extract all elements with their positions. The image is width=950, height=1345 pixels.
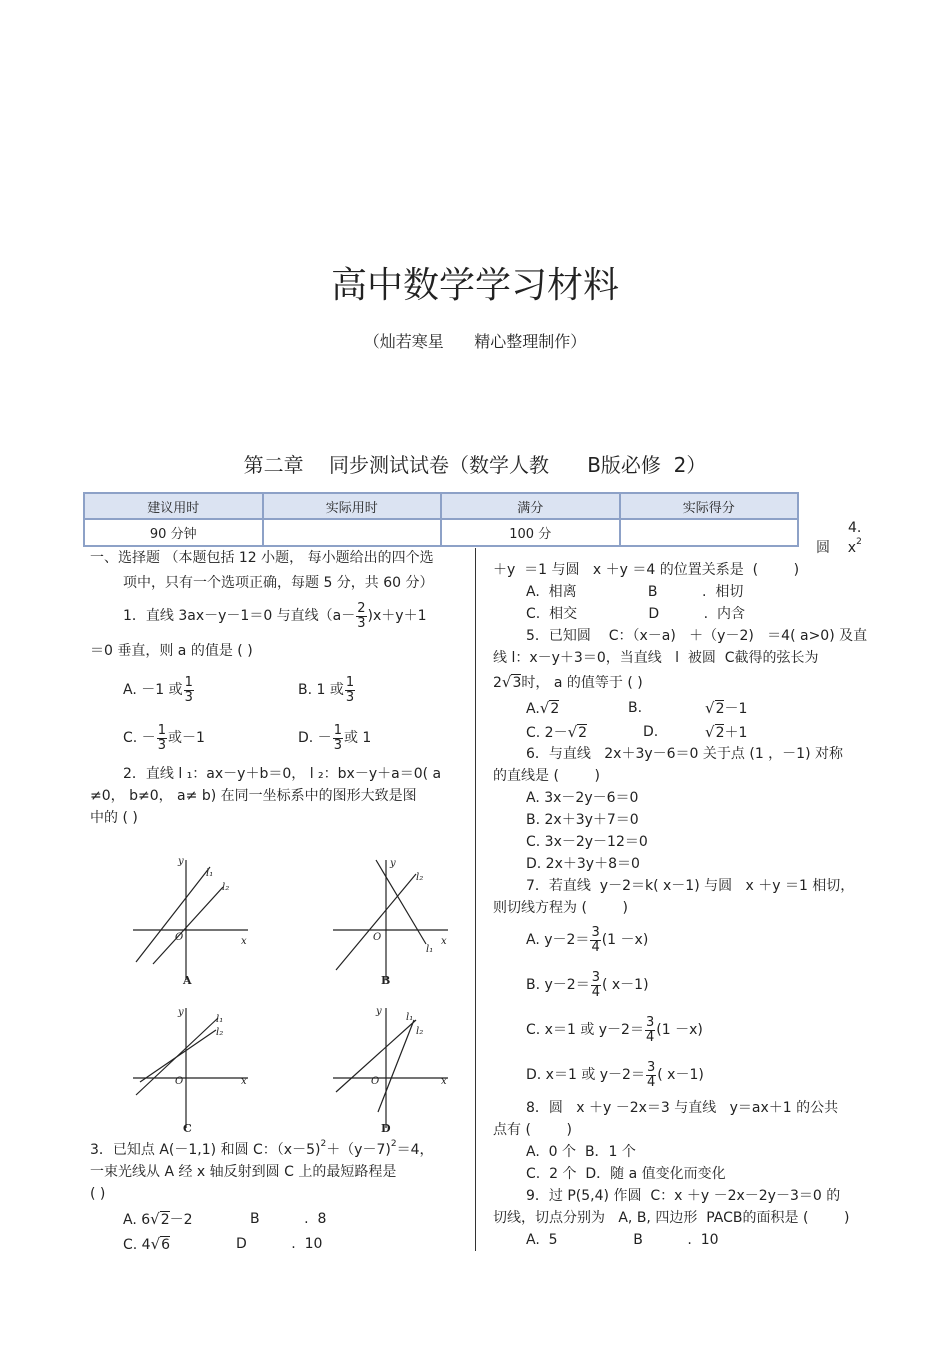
option-text: －1 [724,701,748,717]
option-text: C. 4 [123,1237,151,1253]
q8-option-cd: C. 2 个 D．随 a 值变化而变化 [526,1166,726,1182]
line-l1 [336,874,416,970]
q3-text: ＝4， [396,1142,434,1158]
x-label: x [441,1076,447,1087]
sqrt-icon: √ [150,1235,161,1253]
frac-den: 3 [357,615,366,631]
graph-caption: C [183,1122,192,1135]
info-header-cell: 建议用时 [84,493,263,519]
q6-line2: 的直线是 ( ) [493,768,600,784]
q5-line3 [493,672,643,693]
option-text: ( x－1) [657,1067,704,1083]
frac-num: 1 [345,674,355,690]
option-text: (1 －x) [656,1022,703,1038]
sqrt-icon: √ [501,673,512,691]
q7-option-b [526,967,649,1003]
chapter-heading: 第二章 同步测试试卷（数学人教 B版必修 2） [243,453,707,477]
graph-caption: A [183,974,192,987]
option-label: D. － [298,730,332,746]
option-text: (1 －x) [601,932,649,948]
frac-den: 3 [345,689,355,705]
option-fraction [157,724,167,753]
q8-line1: 8．圆 x ＋y －2x＝3 与直线 y＝ax＋1 的公共 [526,1100,839,1116]
q7-option-a [526,922,648,958]
q3-line1 [90,1140,434,1160]
sqrt-icon: √ [705,699,715,717]
q7-option-c [526,1012,703,1048]
x-label: x [241,936,247,947]
option-fraction [333,724,343,753]
q4-number: 4. [848,520,862,536]
q7-line2: 则切线方程为 ( ) [493,900,628,916]
q5-text: 2 [493,675,502,691]
q8-option-ab: A. 0 个 B．1 个 [526,1144,636,1160]
graph-a [128,852,258,992]
graph-b [328,852,458,992]
q4-line: ＋y ＝1 与圆 x ＋y ＝4 的位置关系是 ( ) [493,562,800,578]
q1-option-b [298,672,356,708]
q5-option-d-label: D. [643,724,659,740]
frac-num: 2 [357,600,366,616]
l2-label: l₂ [416,872,424,883]
q9-option-ab: A. 5 B . 10 [526,1232,719,1248]
radicand: 2 [160,1212,170,1228]
line-l1 [136,867,210,962]
frac-den: 4 [645,1029,655,1045]
radicand: 2 [715,725,725,741]
option-fraction [591,971,601,1000]
q9-line1: 9．过 P(5,4) 作圆 C：x ＋y －2x－2y－3＝0 的 [526,1188,841,1204]
question-1 [123,598,427,634]
y-label: y [178,1007,184,1018]
graph-d [328,1000,458,1140]
sqrt-icon: √ [567,723,578,741]
origin-label: O [175,932,184,943]
frac-den: 3 [333,737,342,753]
origin-label: O [371,1076,380,1087]
l1-label: l₁ [406,1012,414,1023]
q3-line3: ( ) [90,1186,106,1202]
document-subtitle: （灿若寒星 精心整理制作） [363,332,587,351]
info-header-cell: 实际用时 [263,493,442,519]
document-title: 高中数学学习材料 [330,265,619,306]
l2-label: l₂ [416,1026,424,1037]
x-label: x [441,936,447,947]
x-label: x [241,1076,247,1087]
info-table [83,492,799,547]
info-value-cell: 100 分 [441,519,620,546]
sqrt-icon: √ [705,723,715,741]
origin-label: O [373,932,382,943]
y-label: y [390,858,396,869]
q5-line2: 线 l：x－y＋3＝0，当直线 l 被圆 C截得的弦长为 [493,650,819,666]
option-text: A. 6 [123,1212,151,1228]
option-fraction [184,676,194,705]
q2-line2: ≠0， b≠0， a≠ b) 在同一坐标系中的图形大致是图 [90,788,417,804]
l1-label: l₁ [206,868,214,879]
q5-text: 时， a 的值等于 ( ) [521,675,643,691]
q1-option-d [298,720,371,756]
l1-label: l₁ [426,944,434,955]
q1-text: 1．直线 3ax－y－1＝0 与直线（a－ [123,608,356,624]
q3-option-c [123,1234,170,1255]
origin-label: O [175,1076,184,1087]
q4-option-ab: A. 相离 B . 相切 [526,584,744,600]
info-value-cell [263,519,442,546]
l2-label: l₂ [222,882,230,893]
info-value-cell: 90 分钟 [84,519,263,546]
y-label: y [376,1006,382,1017]
q6-option-b: B. 2x＋3y＋7＝0 [526,812,639,828]
frac-num: 1 [157,722,166,738]
radicand: 2 [715,701,725,717]
option-text: C. x＝1 或 y－2＝ [526,1022,644,1038]
option-text: A. [526,701,540,717]
option-text: －2 [169,1212,193,1228]
q2-line3: 中的 ( ) [90,810,138,826]
q3-line2: 一束光线从 A 经 x 轴反射到圆 C 上的最短路程是 [90,1164,397,1180]
q7-line1: 7．若直线 y－2＝k( x－1) 与圆 x ＋y ＝1 相切， [526,878,855,894]
q5-option-d [705,722,747,743]
q6-line1: 6．与直线 2x＋3y－6＝0 关于点 (1 ，－1) 对称 [526,746,843,762]
frac-num: 1 [184,674,193,690]
q4-option-cd: C. 相交 D . 内含 [526,606,745,622]
frac-den: 4 [591,939,600,955]
q3-text: ＋（y－7) [326,1142,391,1158]
q1-text-end: )x＋y＋1 [367,608,427,624]
q5-option-a [526,698,559,719]
option-text: 或－1 [167,730,205,746]
line-l2 [153,887,223,964]
q6-option-d: D. 2x＋3y＋8＝0 [526,856,640,872]
info-header-cell: 实际得分 [620,493,799,519]
l2-label: l₂ [216,1027,224,1038]
frac-num: 3 [591,969,600,985]
frac-den: 4 [646,1074,656,1090]
y-label: y [178,856,184,867]
info-table-value-row [84,519,798,546]
radicand: 2 [550,701,560,717]
info-value-cell [620,519,799,546]
graph-caption: B [381,974,391,987]
q1-option-c [123,720,205,756]
frac-den: 4 [591,984,600,1000]
q6-option-a: A. 3x－2y－6＝0 [526,790,639,806]
column-divider [475,548,476,1251]
q3-option-a [123,1209,193,1230]
l1-label: l₁ [216,1014,224,1025]
option-text: ( x－1) [601,977,649,993]
q3-option-d: D . 10 [236,1236,323,1252]
option-fraction [645,1016,655,1045]
option-label: B. 1 或 [298,682,344,698]
q1-line2: ＝0 垂直，则 a 的值是 ( ) [90,643,253,659]
q5-option-b-label: B. [628,700,643,716]
q1-fraction [356,602,366,631]
q5-option-b [705,698,747,719]
q3-text: 3．已知点 A(－1,1) 和圆 C：（x－5) [90,1142,321,1158]
q5-option-c [526,722,587,743]
frac-num: 3 [645,1014,655,1030]
option-label: C. － [123,730,156,746]
sqrt-icon: √ [150,1210,160,1228]
q1-option-a [123,672,195,708]
option-label: A. －1 或 [123,682,183,698]
info-table-header-row [84,493,798,519]
option-text: ＋1 [724,725,748,741]
superscript: 2 [856,537,862,547]
q9-line2: 切线，切点分别为 A, B, 四边形 PACB的面积是 ( ) [493,1210,850,1226]
info-header-cell: 满分 [441,493,620,519]
option-text: D. x＝1 或 y－2＝ [526,1067,645,1083]
q6-option-c: C. 3x－2y－12＝0 [526,834,648,850]
radicand: 2 [578,725,588,741]
radicand: 3 [512,675,522,691]
option-text: 或 1 [343,730,372,746]
radicand: 6 [161,1237,171,1253]
frac-num: 1 [333,722,342,738]
frac-num: 3 [591,924,600,940]
frac-den: 3 [184,689,193,705]
graph-caption: D [381,1122,391,1135]
frac-num: 3 [646,1059,656,1075]
line-l2 [378,1020,414,1112]
q8-line2: 点有 ( ) [493,1122,572,1138]
q2-line1: 2．直线 l ₁：ax－y＋b＝0， l ₂：bx－y＋a＝0( a [123,766,442,782]
section-heading-cont: 项中，只有一个选项正确，每题 5 分，共 60 分） [123,575,434,591]
frac-den: 3 [157,737,166,753]
option-text: A. y－2＝ [526,932,590,948]
graph-c [128,1000,258,1140]
superscript: 2 [390,1139,397,1149]
q7-option-d [526,1057,704,1093]
option-text: C. 2－ [526,725,568,741]
option-text: B. y－2＝ [526,977,590,993]
section-heading: 一、选择题 （本题包括 12 小题， 每小题给出的四个选 [90,550,434,566]
option-fraction [590,926,600,955]
superscript: 2 [320,1139,327,1149]
q5-line1: 5．已知圆 C：（x－a) ＋（y－2) ＝4( a>0) 及直 [526,628,868,644]
option-fraction [646,1061,656,1090]
q4-circle [816,538,862,558]
sqrt-icon: √ [539,699,550,717]
q3-option-b: B . 8 [250,1211,327,1227]
line-l2 [140,1030,216,1082]
option-fraction [345,676,355,705]
q4-text: 圆 x [816,540,857,556]
